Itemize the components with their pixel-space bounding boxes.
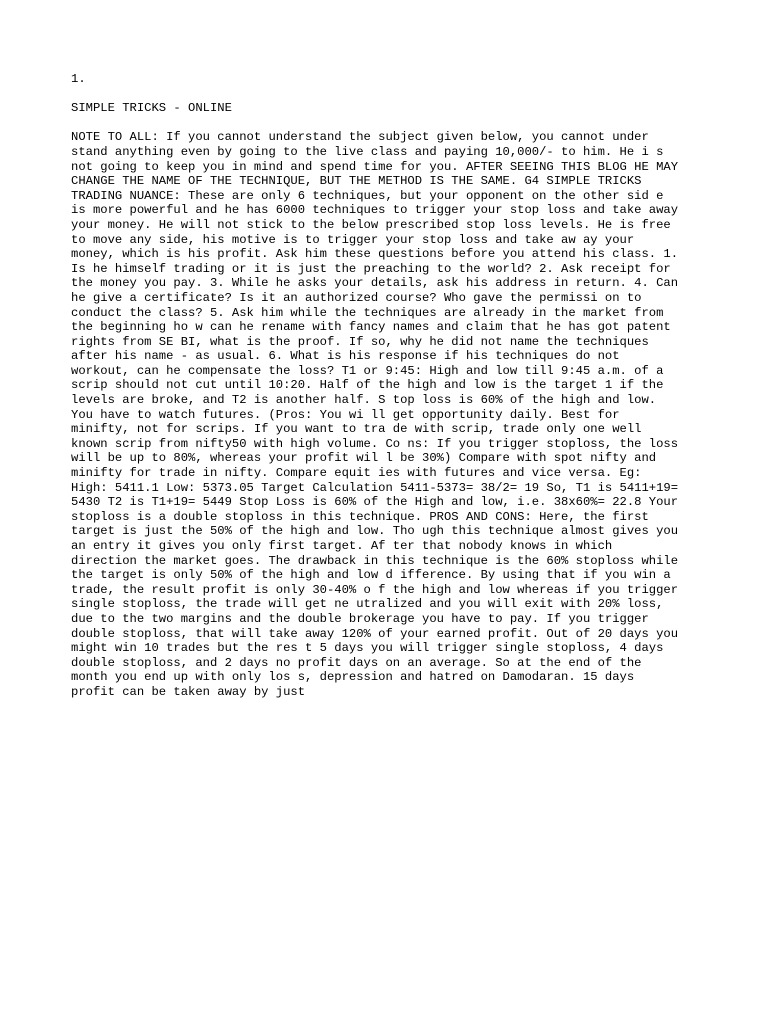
body-line: the target is only 50% of the high and low d ifference. By using that if you win a [71, 568, 671, 583]
body-line: levels are broke, and T2 is another half. S top loss is 60% of the high and low. [71, 393, 657, 408]
body-line: month you end up with only los s, depression and hatred on Damodaran. 15 days [71, 670, 635, 685]
body-line: minifty for trade in nifty. Compare equit ies with futures and vice versa. Eg: [71, 466, 642, 481]
body-text [71, 130, 701, 699]
body-line: scrip should not cut until 10:20. Half of the high and low is the target 1 if the [71, 378, 664, 393]
body-line: 5430 T2 is T1+19= 5449 Stop Loss is 60% of the High and low, i.e. 38x60%= 22.8 Your [71, 495, 679, 510]
body-line: workout, can he compensate the loss? T1 or 9:45: High and low till 9:45 a.m. of a [71, 363, 664, 378]
body-line: TRADING NUANCE: These are only 6 techniques, but your opponent on the other sid e [71, 188, 664, 203]
body-line: profit can be taken away by just [71, 684, 306, 699]
body-line: might win 10 trades but the res t 5 days you will trigger single stoploss, 4 days [71, 641, 664, 656]
document-page [71, 72, 701, 700]
body-line: money, which is his profit. Ask him these questions before you attend his class. 1. [71, 247, 679, 262]
body-line: You have to watch futures. (Pros: You wi ll get opportunity daily. Best for [71, 407, 620, 422]
body-line: he give a certificate? Is it an authorized course? Who gave the permissi on to [71, 290, 642, 305]
body-line: target is just the 50% of the high and low. Tho ugh this technique almost gives you [71, 524, 679, 539]
body-line: stand anything even by going to the live class and paying 10,000/- to him. He i s [71, 144, 664, 159]
body-line: conduct the class? 5. Ask him while the techniques are already in the market from [71, 305, 664, 320]
body-line: trade, the result profit is only 30-40% o f the high and low whereas if you trigger [71, 582, 679, 597]
body-line: not going to keep you in mind and spend time for you. AFTER SEEING THIS BLOG HE MAY [71, 159, 679, 174]
body-line: the money you pay. 3. While he asks your details, ask his address in return. 4. Can [71, 276, 679, 291]
body-line: known scrip from nifty50 with high volume. Co ns: If you trigger stoploss, the loss [71, 436, 679, 451]
body-line: double stoploss, that will take away 120% of your earned profit. Out of 20 days you [71, 626, 679, 641]
body-line: double stoploss, and 2 days no profit days on an average. So at the end of the [71, 655, 642, 670]
body-line: NOTE TO ALL: If you cannot understand the subject given below, you cannot under [71, 130, 649, 145]
body-line: an entry it gives you only first target. Af ter that nobody knows in which [71, 539, 613, 553]
body-line: after his name - as usual. 6. What is his response if his techniques do not [71, 349, 620, 364]
body-line: due to the two margins and the double brokerage you have to pay. If you trigger [71, 611, 649, 626]
body-line: to move any side, his motive is to trigger your stop loss and take aw ay your [71, 232, 635, 247]
body-line: CHANGE THE NAME OF THE TECHNIQUE, BUT THE METHOD IS THE SAME. G4 SIMPLE TRICKS [71, 174, 642, 189]
body-line: direction the market goes. The drawback in this technique is the 60% stoploss while [71, 553, 679, 568]
body-line: your money. He will not stick to the below prescribed stop loss levels. He is free [71, 217, 671, 232]
body-line: the beginning ho w can he rename with fancy names and claim that he has got patent [71, 320, 671, 335]
body-line: stoploss is a double stoploss in this technique. PROS AND CONS: Here, the first [71, 509, 649, 524]
body-line: High: 5411.1 Low: 5373.05 Target Calculation 5411-5373= 38/2= 19 So, T1 is 5411+19= [71, 480, 679, 495]
body-line: minifty, not for scrips. If you want to tra de with scrip, trade only one well [71, 422, 642, 437]
body-line: will be up to 80%, whereas your profit wil l be 30%) Compare with spot nifty and [71, 451, 657, 466]
body-line: single stoploss, the trade will get ne utralized and you will exit with 20% loss, [71, 597, 664, 612]
page-number: 1. [71, 72, 86, 86]
body-line: rights from SE BI, what is the proof. If so, why he did not name the techniques [71, 334, 649, 349]
body-line: is more powerful and he has 6000 techniques to trigger your stop loss and take away [71, 203, 679, 218]
body-line: Is he himself trading or it is just the preaching to the world? 2. Ask receipt for [71, 261, 671, 276]
document-title: SIMPLE TRICKS - ONLINE [71, 101, 232, 116]
